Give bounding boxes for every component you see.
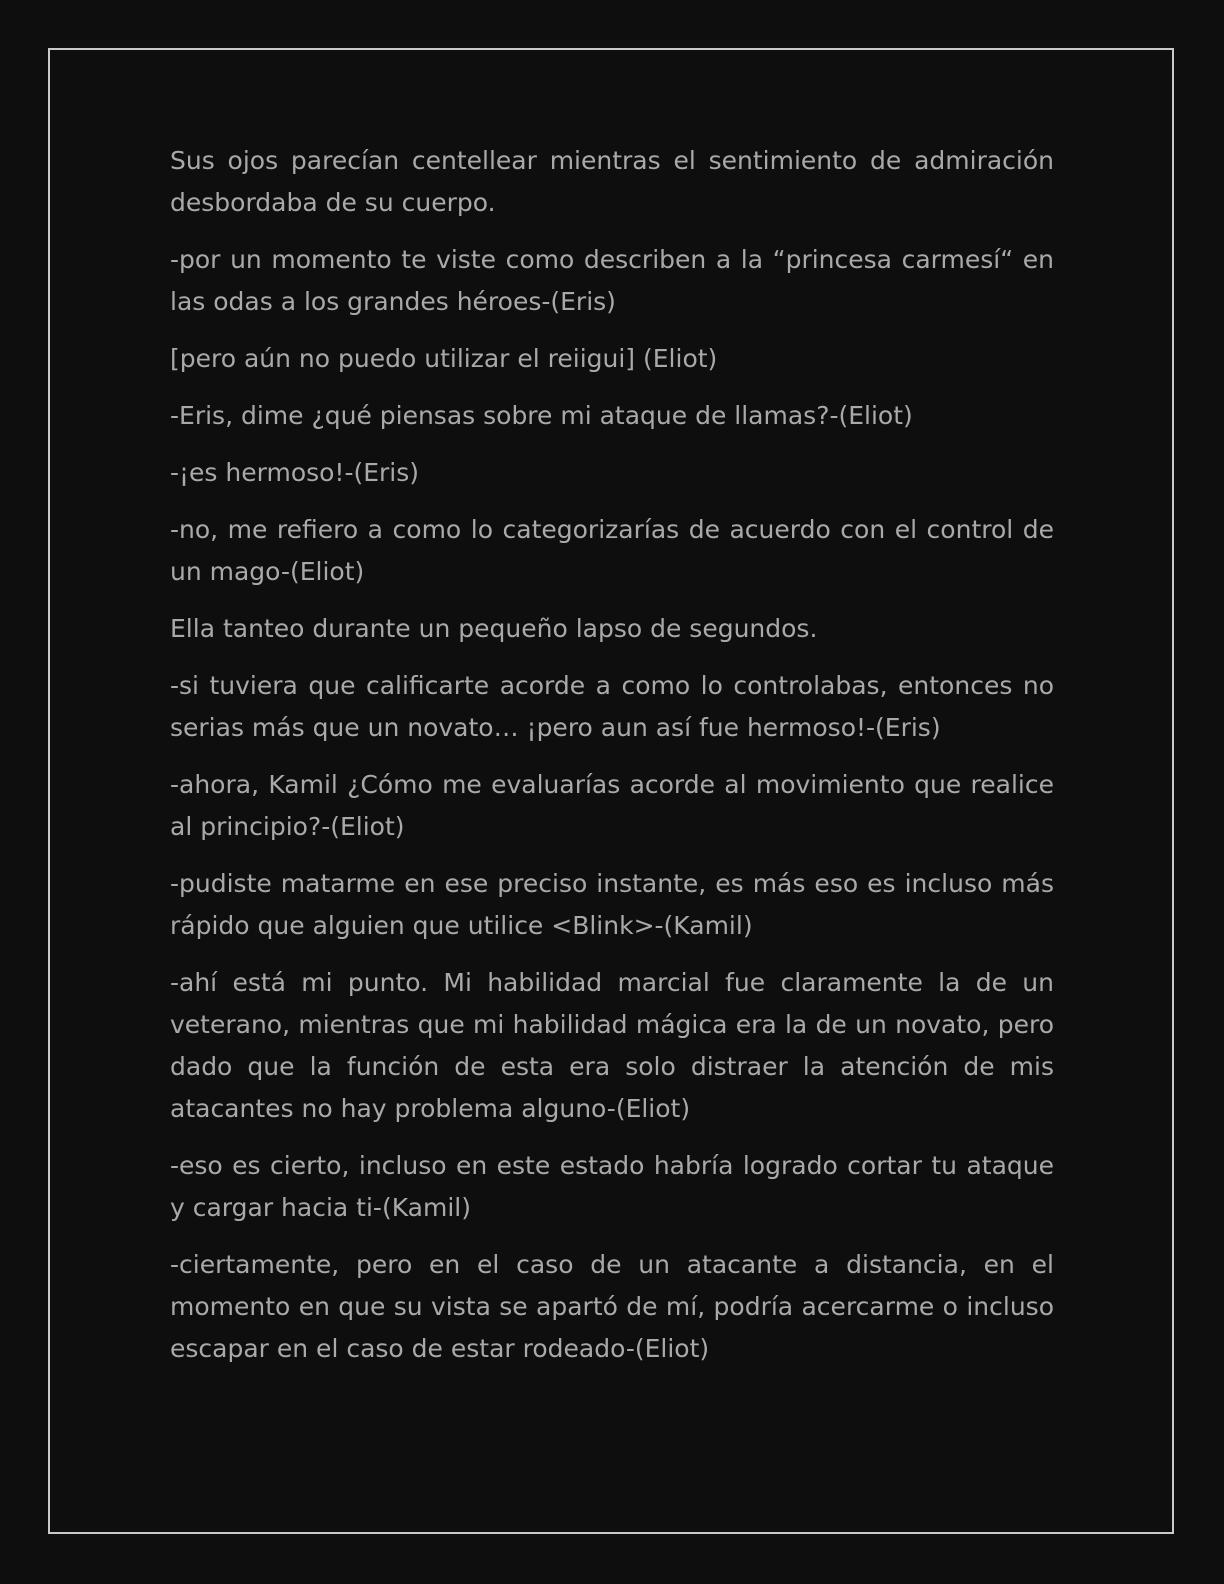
paragraph: -pudiste matarme en ese preciso instante, es más eso es incluso más rápido que alguien que utilice <Blink>-(Kamil) bbox=[170, 869, 1054, 940]
paragraph: -Eris, dime ¿qué piensas sobre mi ataque de llamas?-(Eliot) bbox=[170, 401, 913, 430]
document-body bbox=[170, 140, 1054, 1385]
paragraph: -ciertamente, pero en el caso de un atacante a distancia, en el momento en que su vista se apartó de mí, podría acercarme o incluso escapar en el caso de estar rodeado-(Eliot) bbox=[170, 1250, 1054, 1363]
paragraph: -si tuviera que calificarte acorde a como lo controlabas, entonces no serias más que un novato… ¡pero aun así fue hermoso!-(Eris) bbox=[170, 671, 1054, 742]
paragraph: -por un momento te viste como describen a la “princesa carmesí“ en las odas a los grandes héroes-(Eris) bbox=[170, 245, 1054, 316]
paragraph: -eso es cierto, incluso en este estado habría logrado cortar tu ataque y cargar hacia ti-(Kamil) bbox=[170, 1151, 1054, 1222]
paragraph: Ella tanteo durante un pequeño lapso de segundos. bbox=[170, 614, 818, 643]
paragraph: -ahí está mi punto. Mi habilidad marcial fue claramente la de un veterano, mientras que mi habilidad mágica era la de un novato, pero dado que la función de esta era solo distraer la atención de mis atacantes no hay problema alguno-(Eliot) bbox=[170, 968, 1054, 1123]
paragraph: -ahora, Kamil ¿Cómo me evaluarías acorde al movimiento que realice al principio?-(Eliot) bbox=[170, 770, 1054, 841]
paragraph: -no, me refiero a como lo categorizarías de acuerdo con el control de un mago-(Eliot) bbox=[170, 515, 1054, 586]
paragraph: Sus ojos parecían centellear mientras el sentimiento de admiración desbordaba de su cuerpo. bbox=[170, 146, 1054, 217]
paragraph: -¡es hermoso!-(Eris) bbox=[170, 458, 420, 487]
paragraph: [pero aún no puedo utilizar el reiigui] (Eliot) bbox=[170, 344, 718, 373]
